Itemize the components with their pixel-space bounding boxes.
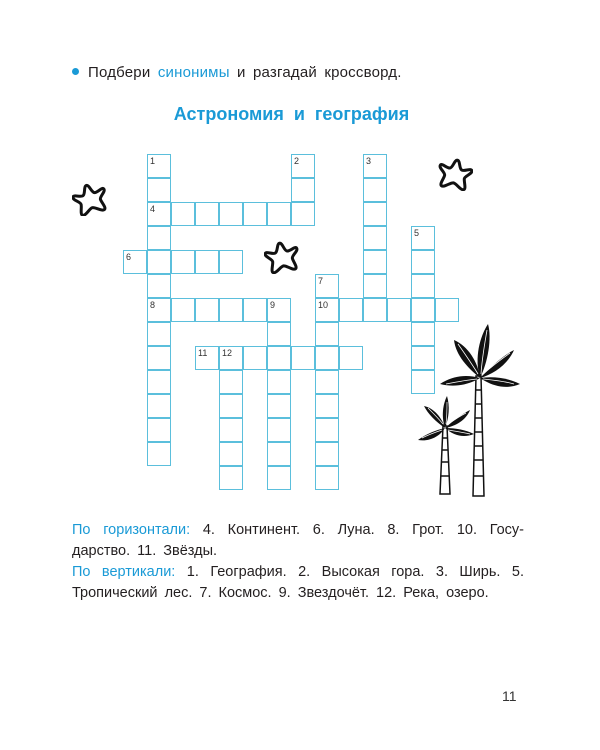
crossword-cell[interactable] <box>267 442 291 466</box>
palm-tree-icon <box>410 318 530 503</box>
crossword-cell[interactable] <box>219 394 243 418</box>
crossword-cell[interactable] <box>267 322 291 346</box>
crossword-cell[interactable] <box>219 250 243 274</box>
crossword-cell[interactable] <box>267 394 291 418</box>
crossword-cell[interactable] <box>147 442 171 466</box>
across-label: По горизонтали: <box>72 522 191 538</box>
crossword-cell[interactable] <box>315 394 339 418</box>
clue-number: 5 <box>414 228 420 238</box>
across-text: 4. Континент. 6. Луна. 8. Грот. 10. Государство. 11. Звёзды. <box>72 522 524 559</box>
crossword-cell[interactable] <box>411 274 435 298</box>
crossword-cell[interactable] <box>363 274 387 298</box>
crossword-cell[interactable] <box>147 154 171 178</box>
clue-number: 12 <box>222 348 233 358</box>
crossword-cell[interactable] <box>147 346 171 370</box>
crossword-cell[interactable] <box>315 418 339 442</box>
instruction-highlight: синонимы <box>157 64 230 81</box>
crossword-cell[interactable] <box>363 226 387 250</box>
instruction-suffix: и разгадай кроссворд. <box>229 64 402 81</box>
crossword-cell[interactable] <box>291 154 315 178</box>
crossword-cell[interactable] <box>219 346 243 370</box>
crossword-cell[interactable] <box>147 370 171 394</box>
crossword-cell[interactable] <box>147 202 171 226</box>
star-icon <box>72 182 108 216</box>
crossword-cell[interactable] <box>411 226 435 250</box>
crossword-cell[interactable] <box>219 370 243 394</box>
crossword-cell[interactable] <box>219 298 243 322</box>
crossword-cell[interactable] <box>267 202 291 226</box>
crossword-cell[interactable] <box>315 274 339 298</box>
clue-number: 4 <box>150 204 156 214</box>
crossword-cell[interactable] <box>363 202 387 226</box>
crossword-cell[interactable] <box>147 250 171 274</box>
crossword-cell[interactable] <box>147 322 171 346</box>
crossword-cell[interactable] <box>291 178 315 202</box>
crossword-cell[interactable] <box>219 466 243 490</box>
crossword-cell[interactable] <box>147 418 171 442</box>
clue-number: 11 <box>198 348 208 358</box>
crossword-cell[interactable] <box>195 346 219 370</box>
clue-number: 2 <box>294 156 300 166</box>
crossword-cell[interactable] <box>219 418 243 442</box>
clue-number: 9 <box>270 300 276 310</box>
crossword-cell[interactable] <box>147 178 171 202</box>
crossword-cell[interactable] <box>147 394 171 418</box>
crossword-cell[interactable] <box>267 418 291 442</box>
crossword-cell[interactable] <box>363 178 387 202</box>
clue-number: 6 <box>126 252 132 262</box>
star-icon <box>264 240 300 274</box>
crossword-cell[interactable] <box>147 274 171 298</box>
clues-down <box>72 562 524 604</box>
crossword-cell[interactable] <box>267 346 291 370</box>
crossword-cell[interactable] <box>171 298 195 322</box>
crossword-cell[interactable] <box>195 202 219 226</box>
down-label: По вертикали: <box>72 564 176 580</box>
crossword-cell[interactable] <box>315 370 339 394</box>
clue-number: 10 <box>318 300 329 310</box>
clue-number: 8 <box>150 300 156 310</box>
crossword-cell[interactable] <box>267 370 291 394</box>
crossword-cell[interactable] <box>411 250 435 274</box>
crossword-cell[interactable] <box>291 202 315 226</box>
crossword-cell[interactable] <box>339 346 363 370</box>
crossword-cell[interactable] <box>267 298 291 322</box>
crossword-cell[interactable] <box>147 226 171 250</box>
crossword-cell[interactable] <box>315 322 339 346</box>
star-icon <box>437 157 473 191</box>
crossword-cell[interactable] <box>123 250 147 274</box>
crossword-cell[interactable] <box>219 442 243 466</box>
crossword-cell[interactable] <box>363 298 387 322</box>
crossword-cell[interactable] <box>243 346 267 370</box>
crossword-cell[interactable] <box>219 202 243 226</box>
crossword-cell[interactable] <box>195 250 219 274</box>
down-text: 1. География. 2. Высокая гора. 3. Ширь. 5. Тропический лес. 7. Космос. 9. Звездочёт. 12. Река, озеро. <box>72 564 524 601</box>
crossword-cell[interactable] <box>363 154 387 178</box>
crossword-cell[interactable] <box>171 250 195 274</box>
crossword-cell[interactable] <box>363 250 387 274</box>
crossword-cell[interactable] <box>195 298 219 322</box>
crossword-cell[interactable] <box>291 346 315 370</box>
crossword-cell[interactable] <box>147 298 171 322</box>
crossword-cell[interactable] <box>243 298 267 322</box>
crossword-cell[interactable] <box>387 298 411 322</box>
crossword-cell[interactable] <box>315 442 339 466</box>
crossword-cell[interactable] <box>171 202 195 226</box>
clue-number: 1 <box>150 156 156 166</box>
page-title: Астрономия и география <box>173 104 410 124</box>
crossword-cell[interactable] <box>315 346 339 370</box>
crossword-cell[interactable] <box>243 202 267 226</box>
crossword-cell[interactable] <box>315 466 339 490</box>
crossword-cell[interactable] <box>339 298 363 322</box>
page-number: 11 <box>502 688 517 704</box>
crossword-cell[interactable] <box>267 466 291 490</box>
clues-across <box>72 520 524 562</box>
crossword-cell[interactable] <box>315 298 339 322</box>
clue-number: 3 <box>366 156 372 166</box>
clue-number: 7 <box>318 276 324 286</box>
instruction-prefix: Подбери <box>88 64 158 81</box>
clues-section <box>72 520 524 604</box>
